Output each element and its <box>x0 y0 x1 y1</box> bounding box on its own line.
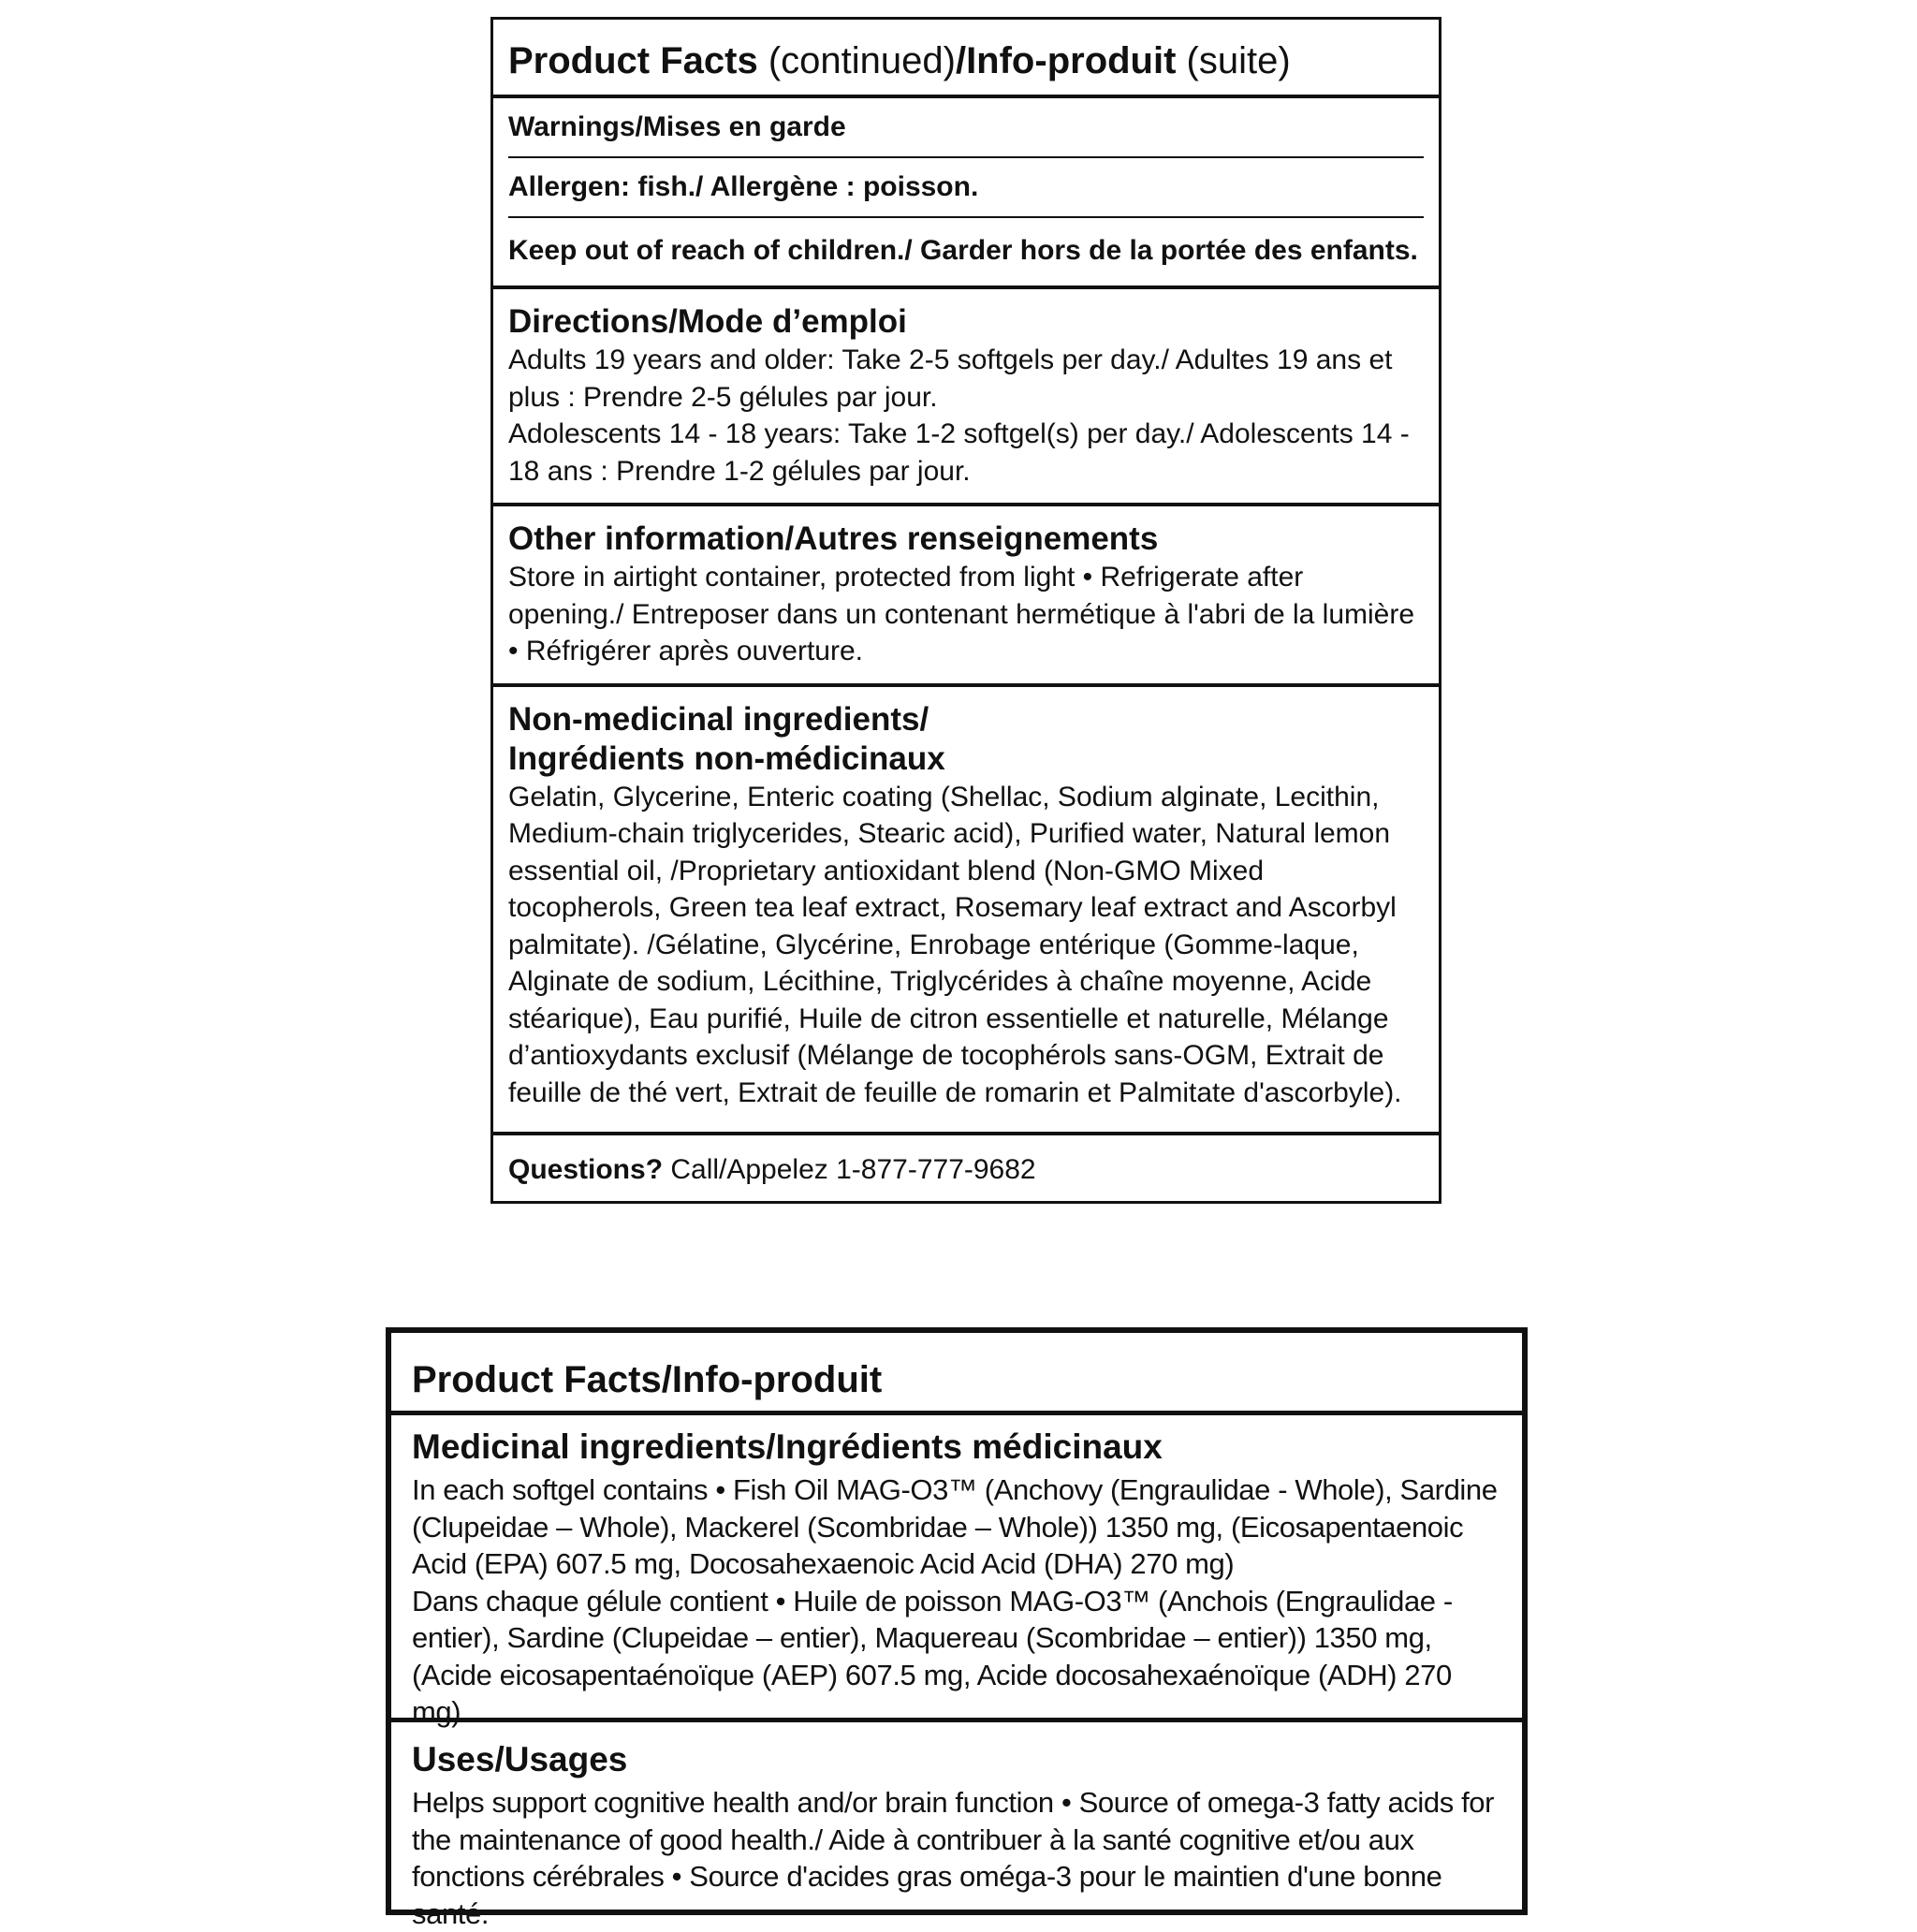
medicinal-body <box>412 1468 1501 1731</box>
medicinal-heading: Medicinal ingredients/Ingrédients médicinaux <box>412 1427 1163 1466</box>
title-product-facts: Product Facts <box>508 40 758 81</box>
non-medicinal-heading-fr: Ingrédients non-médicinaux <box>508 739 945 777</box>
questions-label: Questions? <box>508 1154 664 1185</box>
non-medicinal-body: Gelatin, Glycerine, Enteric coating (Shellac, Sodium alginate, Lecithin, Medium-chain triglycerides, Stearic acid), Purified water, Natural lemon essential oil, /Proprietary antioxidant blend (Non-GMO Mixed tocopherols, Green tea leaf extract, Rosemary leaf extract and Ascorbyl palmitate). /Gélatine, Glycérine, Enrobage entérique (Gomme-laque, Alginate de sodium, Lécithine, Triglycérides à chaîne moyenne, Acide stéarique), Eau purifié, Huile de citron essentielle et naturelle, Mélange d’antioxydants exclusif (Mélange de tocophérols sans-OGM, Extrait de feuille de thé vert, Extrait de feuille de romarin et Palmitate d'ascorbyle). <box>508 781 1402 1108</box>
allergen-warning: Allergen: fish./ Allergène : poisson. <box>508 158 1424 218</box>
other-information-heading: Other information/Autres renseignements <box>508 520 1159 557</box>
title-suite: (suite) <box>1176 40 1291 81</box>
directions-body <box>508 342 1424 503</box>
product-facts-continued-panel <box>490 17 1441 1204</box>
medicinal-ingredients-section <box>391 1415 1522 1728</box>
product-facts-panel <box>386 1327 1528 1930</box>
product-facts-title: Product Facts/Info-produit <box>391 1333 1522 1415</box>
uses-section <box>391 1722 1522 1932</box>
continued-panel-title <box>493 20 1439 98</box>
medicinal-english: In each softgel contains • Fish Oil MAG-O3™ (Anchovy (Engraulidae - Whole), Sardine (Clupeidae – Whole), Mackerel (Scombridae – Whole)) 1350 mg, (Eicosapentaenoic Acid (EPA) 607.5 mg, Docosahexaenoic Acid Acid (DHA) 270 mg) <box>412 1473 1498 1580</box>
non-medicinal-ingredients-section <box>493 687 1439 1136</box>
directions-adolescents: Adolescents 14 - 18 years: Take 1-2 softgel(s) per day./ Adolescents 14 - 18 ans : Prendre 1-2 gélules par jour. <box>508 418 1410 487</box>
directions-section <box>493 289 1439 506</box>
questions-phone: Call/Appelez 1-877-777-9682 <box>663 1154 1036 1185</box>
warnings-section <box>493 98 1439 289</box>
other-information-body: Store in airtight container, protected from light • Refrigerate after opening./ Entreposer dans un contenant hermétique à l'abri de la lumière • Réfrigérer après ouverture. <box>508 562 1415 666</box>
medicinal-french: Dans chaque gélule contient • Huile de poisson MAG-O3™ (Anchois (Engraulidae - entier), Sardine (Clupeidae – entier), Maquereau (Scombridae – entier)) 1350 mg, (Acide eicosapentaénoïque (AEP) 607.5 mg, Acide docosahexaénoïque (ADH) 270 mg) <box>412 1584 1453 1728</box>
title-continued: (continued) <box>757 40 956 81</box>
keep-out-warning: Keep out of reach of children./ Garder hors de la portée des enfants. <box>508 235 1418 266</box>
directions-heading: Directions/Mode d’emploi <box>508 303 907 340</box>
title-info-produit: /Info-produit <box>955 40 1177 81</box>
questions-section <box>493 1135 1439 1201</box>
non-medicinal-heading <box>508 687 1424 779</box>
uses-heading: Uses/Usages <box>412 1740 628 1778</box>
other-information-section <box>493 506 1439 687</box>
warnings-heading: Warnings/Mises en garde <box>508 98 1424 158</box>
uses-body: Helps support cognitive health and/or brain function • Source of omega-3 fatty acids for the maintenance of good health./ Aide à contribuer à la santé cognitive et/ou aux fonctions cérébrales • Source d'acides gras oméga-3 pour le maintien d'une bonne santé. <box>412 1786 1495 1930</box>
non-medicinal-heading-en: Non-medicinal ingredients/ <box>508 700 929 738</box>
directions-adults: Adults 19 years and older: Take 2-5 softgels per day./ Adultes 19 ans et plus : Prendre 2-5 gélules par jour. <box>508 344 1393 413</box>
